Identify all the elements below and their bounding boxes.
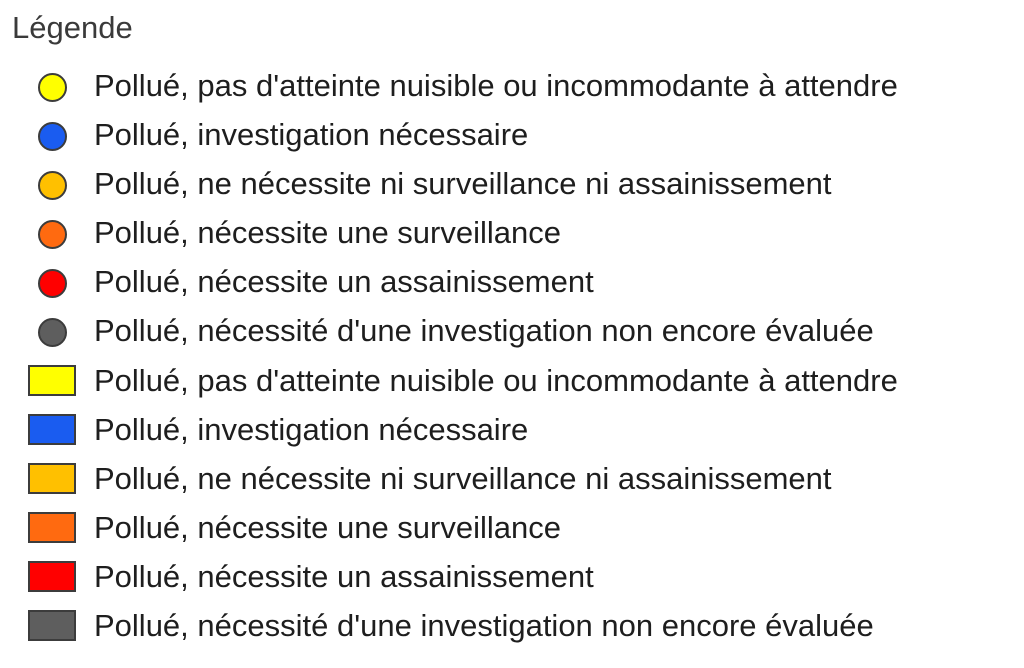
legend-item — [0, 503, 1024, 552]
legend-item — [0, 454, 1024, 503]
area-symbol-swatch — [28, 414, 76, 445]
area-symbol-swatch — [28, 463, 76, 494]
legend-item-label: Pollué, investigation nécessaire — [94, 411, 529, 447]
legend-item-label: Pollué, ne nécessite ni surveillance ni assainissement — [94, 460, 832, 496]
point-symbol-swatch — [38, 171, 67, 200]
area-symbol-swatch — [28, 561, 76, 592]
legend-item — [0, 601, 1024, 650]
legend-item — [0, 552, 1024, 601]
legend-item — [0, 208, 1024, 257]
legend-item-label: Pollué, nécessite un assainissement — [94, 264, 594, 300]
legend-item — [0, 356, 1024, 405]
legend-item — [0, 159, 1024, 208]
legend-item-label: Pollué, nécessité d'une investigation non encore évaluée — [94, 608, 874, 644]
point-symbol-swatch — [38, 318, 67, 347]
legend-item — [0, 110, 1024, 159]
point-symbol-swatch — [38, 269, 67, 298]
legend-item — [0, 61, 1024, 110]
legend-item-label: Pollué, nécessite un assainissement — [94, 558, 594, 594]
point-symbol-swatch — [38, 220, 67, 249]
legend-item-label: Pollué, pas d'atteinte nuisible ou incommodante à attendre — [94, 362, 898, 398]
legend-item-label: Pollué, ne nécessite ni surveillance ni assainissement — [94, 166, 832, 202]
point-symbol-swatch — [38, 122, 67, 151]
area-symbol-swatch — [28, 610, 76, 641]
legend-list — [0, 61, 1024, 650]
area-symbol-swatch — [28, 365, 76, 396]
legend-item-label: Pollué, nécessite une surveillance — [94, 509, 561, 545]
legend-item-label: Pollué, pas d'atteinte nuisible ou incommodante à attendre — [94, 68, 898, 103]
legend-item — [0, 257, 1024, 306]
legend-item-label: Pollué, nécessité d'une investigation non encore évaluée — [94, 313, 874, 349]
legend-item-label: Pollué, investigation nécessaire — [94, 117, 529, 153]
area-symbol-swatch — [28, 512, 76, 543]
legend-item-label: Pollué, nécessite une surveillance — [94, 215, 561, 251]
legend-item — [0, 405, 1024, 454]
legend-title: Légende — [12, 10, 133, 45]
point-symbol-swatch — [38, 73, 67, 102]
legend-item — [0, 306, 1024, 355]
